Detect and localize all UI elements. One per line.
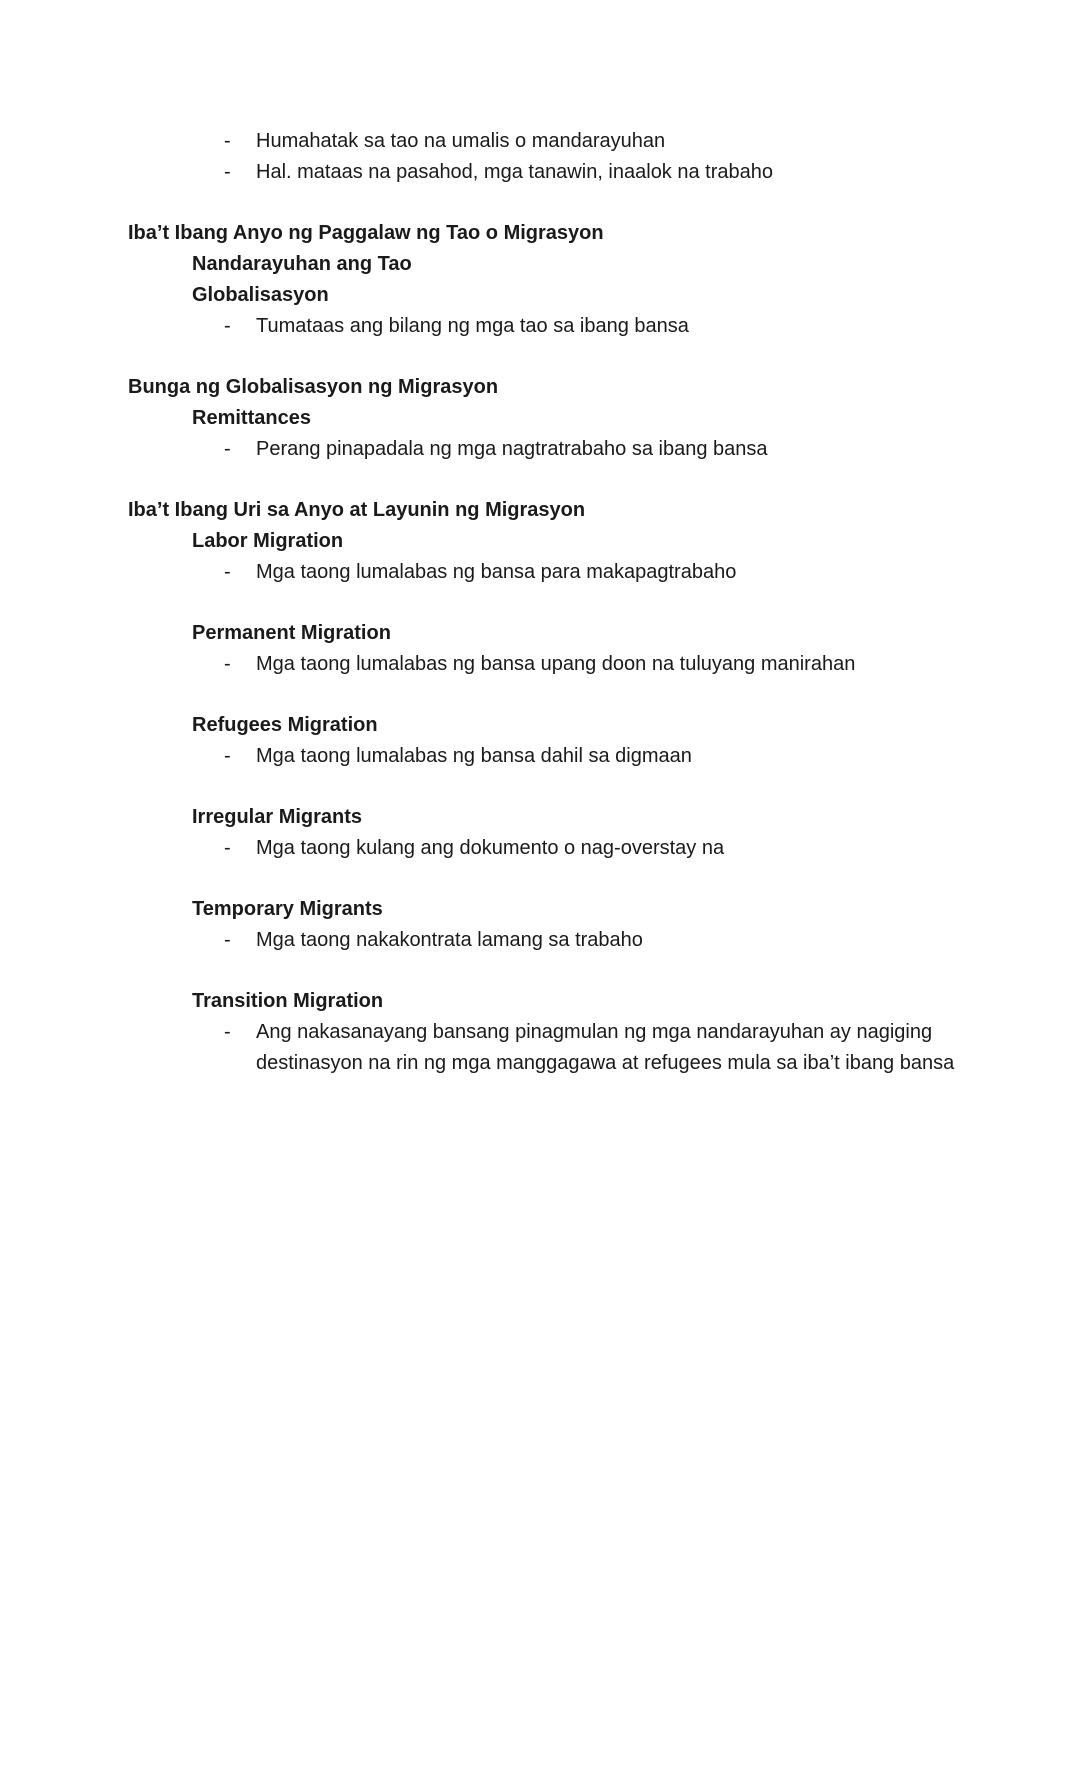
subheading: Temporary Migrants [192, 898, 383, 920]
bullet-text: Humahatak sa tao na umalis o mandarayuhan [256, 130, 666, 152]
subheading: Transition Migration [192, 990, 384, 1012]
bullet-text: Hal. mataas na pasahod, mga tanawin, inaalok na trabaho [256, 161, 774, 183]
bullet-dash: - [224, 1021, 231, 1043]
bullet-text: Tumataas ang bilang ng mga tao sa ibang bansa [256, 315, 689, 337]
subheading: Labor Migration [192, 530, 344, 552]
bullet-text: Ang nakasanayang bansang pinagmulan ng mga nandarayuhan ay nagiging [256, 1021, 933, 1043]
bullet-text: Perang pinapadala ng mga nagtratrabaho sa ibang bansa [256, 438, 768, 460]
list-item [128, 925, 978, 956]
subheading: Irregular Migrants [192, 806, 363, 828]
bullet-dash: - [224, 315, 231, 337]
bullet-dash: - [224, 130, 231, 152]
list-item [128, 1017, 978, 1048]
bullet-dash: - [224, 745, 231, 767]
list-item [128, 157, 978, 188]
section-heading: Iba’t Ibang Anyo ng Paggalaw ng Tao o Migrasyon [128, 222, 604, 244]
bullet-text: Mga taong lumalabas ng bansa para makapagtrabaho [256, 561, 737, 583]
bullet-dash: - [224, 161, 231, 183]
bullet-dash: - [224, 653, 231, 675]
list-item [128, 311, 978, 342]
list-item [128, 557, 978, 588]
bullet-text: Mga taong lumalabas ng bansa dahil sa digmaan [256, 745, 692, 767]
list-item [128, 833, 978, 864]
bullet-dash: - [224, 929, 231, 951]
bullet-text: destinasyon na rin ng mga manggagawa at refugees mula sa iba’t ibang bansa [256, 1052, 955, 1074]
section-heading: Bunga ng Globalisasyon ng Migrasyon [128, 376, 499, 398]
bullet-dash: - [224, 438, 231, 460]
list-item [128, 434, 978, 465]
subheading: Remittances [192, 407, 311, 429]
bullet-dash: - [224, 561, 231, 583]
list-item [128, 741, 978, 772]
bullet-text: Mga taong kulang ang dokumento o nag-overstay na [256, 837, 725, 859]
list-item [128, 126, 978, 157]
subheading: Refugees Migration [192, 714, 378, 736]
subheading: Globalisasyon [192, 284, 329, 306]
bullet-text: Mga taong nakakontrata lamang sa trabaho [256, 929, 643, 951]
subheading: Nandarayuhan ang Tao [192, 253, 412, 275]
bullet-text: Mga taong lumalabas ng bansa upang doon na tuluyang manirahan [256, 653, 856, 675]
document-body [128, 126, 978, 1079]
bullet-dash: - [224, 837, 231, 859]
subheading: Permanent Migration [192, 622, 391, 644]
list-item-continuation [128, 1048, 978, 1079]
section-heading: Iba’t Ibang Uri sa Anyo at Layunin ng Migrasyon [128, 499, 586, 521]
list-item [128, 649, 978, 680]
